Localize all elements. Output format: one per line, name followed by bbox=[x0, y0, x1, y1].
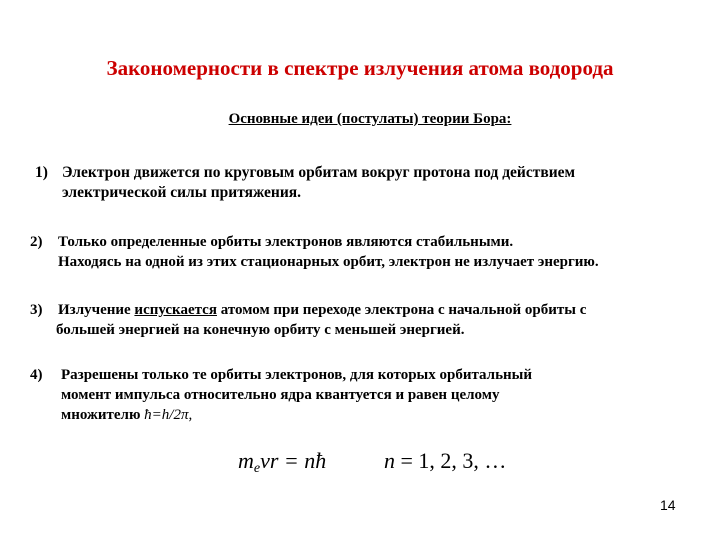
postulate-3-underlined-word: испускается bbox=[134, 302, 217, 318]
page-number: 14 bbox=[660, 497, 676, 513]
quantum-number-symbol: n bbox=[384, 448, 395, 473]
hbar-definition-formula: ħ=h/2π, bbox=[144, 407, 193, 423]
postulate-2-line-2: Находясь на одной из этих стационарных орбит, электрон не излучает энергию. bbox=[58, 254, 599, 270]
postulate-1 bbox=[35, 163, 575, 203]
postulate-3-line-1-end: атомом при переходе электрона с начальной орбиты с bbox=[216, 302, 587, 318]
formula-electron-subscript: e bbox=[253, 461, 261, 476]
postulate-2 bbox=[30, 232, 599, 272]
postulate-3-line-1 bbox=[58, 300, 586, 320]
postulate-4-line-3-text: множителю bbox=[61, 407, 145, 423]
postulate-3-number: 3) bbox=[30, 302, 43, 318]
postulate-4-line-3 bbox=[61, 405, 532, 425]
postulate-3 bbox=[30, 300, 586, 340]
slide-subtitle: Основные идеи (постулаты) теории Бора: bbox=[228, 111, 512, 127]
postulate-4-line-2: момент импульса относительно ядра квантуется и равен целому bbox=[61, 387, 500, 403]
postulate-2-number: 2) bbox=[30, 234, 43, 250]
angular-momentum-formula bbox=[238, 448, 326, 477]
slide-title: Закономерности в спектре излучения атома водорода bbox=[106, 56, 614, 80]
quantum-number-values: = 1, 2, 3, … bbox=[395, 448, 507, 473]
postulate-2-line-1: Только определенные орбиты электронов являются стабильными. bbox=[58, 234, 514, 250]
postulate-4-number: 4) bbox=[30, 367, 43, 383]
formula-rest: vr = nħ bbox=[260, 448, 327, 473]
postulate-4 bbox=[30, 365, 532, 425]
postulate-1-line-2: электрической силы притяжения. bbox=[62, 184, 302, 201]
quantum-number-formula bbox=[384, 448, 506, 474]
postulate-1-number: 1) bbox=[35, 164, 48, 181]
postulate-4-line-1: Разрешены только те орбиты электронов, для которых орбитальный bbox=[61, 367, 533, 383]
postulate-1-line-1: Электрон движется по круговым орбитам вокруг протона под действием bbox=[62, 164, 576, 181]
postulate-3-line-2: большей энергией на конечную орбиту с меньшей энергией. bbox=[56, 322, 465, 338]
formula-mass-symbol: m bbox=[238, 448, 254, 473]
postulate-3-line-1-start: Излучение bbox=[58, 302, 135, 318]
